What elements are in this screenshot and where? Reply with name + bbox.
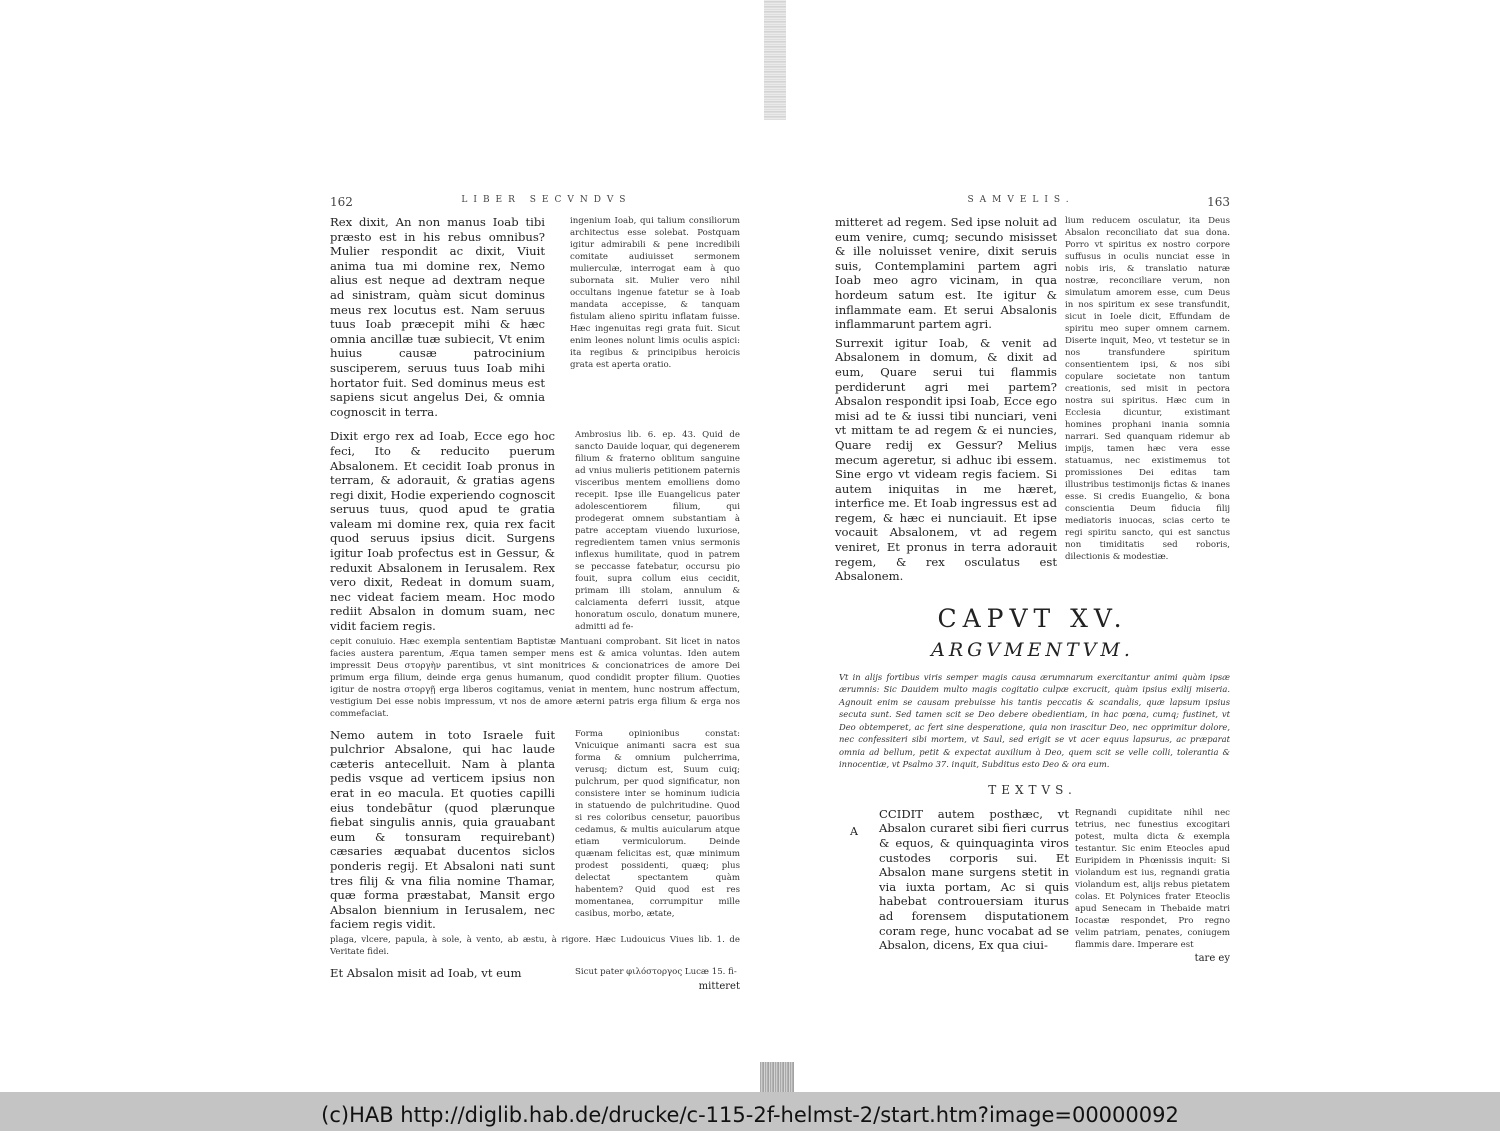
textus-title: TEXTVS.	[988, 782, 1077, 797]
right-block-1-commentary: lium reducem osculatur, ita Deus Absalon reconciliato dat sua dona. Porro vt spiritus ex nostro corpore suffusus in oculis nunciat esse in nobis iris, & translatio naturæ nostræ, reconciliare verum, non simulatum amorem esse, cum Deus in nos spiritum ex sese transfundit, sicut in Ioele dicit, Effundam de spiritu meo super omnem carnem. Diserte inquit, Meo, vt testetur se in nos transfundere spiritum consentientem ipsi, & nos sibi copulare societate non tantum creationis, sed misit in pectora nostra sui spiritus. Hæc cum in Ecclesia dicuntur, existimant homines prophani inania somnia narrari. Sed quanquam ridemur ab impijs, tamen hæc vera esse statuamus, nec existimemus tot promissiones Dei editas tam illustribus testimonijs fictas & inanes esse. Si credis Euangelio, & bona conscientia Deum fiducia filij mediatoris inuocas, scias certo te regi spiritu sancto, qui est sanctus non timiditatis sed roboris, dilectionis & modestiæ.	[1065, 216, 1230, 562]
left-block-2	[330, 429, 740, 633]
left-running-head	[330, 195, 740, 209]
left-block-2-commentary-continued: cepit conuiuio. Hæc exempla sententiam Baptistæ Mantuani comprobant. Sit licet in natos facies austera parentum, Æqua tamen semper mens est & amica voluntas. Iden autem impressit Deus στοργὴν parentibus, vt sint monitrices & concionatrices de amore Dei primum erga filium, deinde erga genus humanum, quod condidit propter filium. Quoties igitur de nostra στοργῇ erga liberos cogitamus, veniat in mentem, hunc nostrum affectum, vestigium Dei esse nobis impressum, vt nos de amore æterni patris erga filium & erga nos commefaciat.	[330, 636, 740, 719]
right-running-head	[835, 195, 1230, 209]
left-block-3	[330, 728, 740, 932]
left-block-1	[330, 215, 740, 419]
left-last-line	[330, 966, 740, 981]
left-last-main-text: Et Absalon misit ad Ioab, vt eum	[330, 965, 522, 980]
book-gutter-top	[764, 0, 786, 120]
left-block-1-commentary: ingenium Ioab, qui talium consiliorum architectus esse solebat. Postquam igitur admirabili & pene incredibili comitate audiuisset sermonem mulierculæ, interrogat eam à quo subornata sit. Mulier vero nihil occultans ingenue fatetur se à Ioab mandata accepisse, & tanquam fistulam alieno spiritu inflatam fuisse. Hæc ingenuitas regi grata fuit. Sicut enim leones nolunt limis oculis aspici: ita regibus & principibus heroicis grata est aperta oratio.	[570, 216, 740, 370]
right-block-1-main-text: mitteret ad regem. Sed ipse noluit ad eum venire, cumq; secundo misisset & ille noluisset venire, dixit seruis suis, Contemplamini partem agri Ioab meo agro vicinam, in qua hordeum satum est. Ite igitur & inflammate eam. Et serui Absalonis inflammarunt partem agri.	[835, 215, 1057, 332]
right-page-number: 163	[1207, 195, 1230, 209]
left-running-title: LIBER SECVNDVS	[461, 195, 632, 205]
book-gutter-bottom	[760, 1062, 794, 1092]
argument-title: ARGVMENTVM.	[931, 638, 1134, 661]
chapter-title: CAPVT XV.	[937, 603, 1128, 633]
left-block-3-commentary-continued: plaga, vlcere, papula, à sole, à vento, ab æstu, à rigore. Hæc Ludouicus Viues lib. 1. de Veritate fidei.	[330, 934, 740, 957]
right-running-title: SAMVELIS.	[967, 195, 1075, 205]
right-page	[835, 195, 1230, 964]
right-text-block	[835, 807, 1230, 953]
left-block-1-main-text: Rex dixit, An non manus Ioab tibi præsto est in his rebus omnibus? Mulier respondit ac dixit, Viuit anima tua mi domine rex, Nemo alius est neque ad dextram neque ad sinistram, quàm sicut dominus meus rex locutus est. Nam seruus tuus Ioab præcepit mihi & hæc omnia ancillæ tuæ subiecit, Vt enim huius causæ patrocinium susciperem, seruus tuus Ioab mihi hortator fuit. Sed dominus meus est sapiens sicut angelus Dei, & omnia cognoscit in terra.	[330, 215, 545, 419]
right-text-main: CCIDIT autem posthæc, vt Absalon curaret sibi fieri currus & equos, & quinquaginta viros custodes corporis sui. Et Absalon mane surgens stetit in via iuxta portam, Ac si quis habebat controuersiam iturus ad forensem disputationem coram rege, hunc vocabat ad se Absalon, dicens, Ex qua ciui-	[879, 806, 1069, 953]
right-main-column	[835, 215, 1057, 584]
argument-text: Vt in alijs fortibus viris semper magis causa ærumnarum exercitantur animi quàm ipsæ ærumnis: Sic Dauidem multo magis cogitatio culpæ excrucit, quàm ipsius exilij miseria. Agnouit enim se causam prebuisse his tantis peccatis & scandalis, quæ lapsum ipsius secuta sunt. Sed tamen scit se Deo debere obedientiam, in hac pœna, cumq; fustinet, vt Deo obtemperet, ac fert sine desperatione, quia non irascitur Deo, nec opprimitur dolore, nec confessiteri sibi mortem, vt Saul, sed erigit se vt acer equus lapsurus, ac præparat omnia ad bellum, petit & expectat auxilium à Deo, quem scit se velle colli, tolerantia & innocentiæ, vt Psalmo 37. inquit, Subditus esto Deo & ora eum.	[839, 671, 1230, 770]
left-block-3-commentary: Forma opinionibus constat: Vnicuique animanti sacra est sua forma & omnium pulcherrima, verusq; dictum est, Suum cuiq; pulchrum, per quod significatur, non consistere inter se hominum iudicia in statuendo de pulchritudine. Quod si res coloribus censetur, pauoribus cedamus, & multis auicularum atque etiam vermiculorum. Deinde quænam felicitas est, quæ minimum prodest possidenti, quæq; plus delectat spectantem quàm habentem? Quid quod est res momentanea, corrumpitur mille casibus, morbo, ætate,	[575, 728, 740, 919]
left-page	[330, 195, 740, 992]
left-last-commentary: Sicut pater φιλόστοργος Lucæ 15. fi-	[575, 966, 737, 977]
right-text-commentary: Regnandi cupiditate nihil nec tetrius, nec funestius excogitari potest, multa dicta & exempla testantur. Sic enim Eteocles apud Euripidem in Phœnissis inquit: Si violandum est ius, regnandi gratia violandum est, alijs rebus pietatem colas. Et Polynices frater Eteoclis apud Senecam in Thebaide matri Iocastæ respondet, Pro regno velim patriam, penates, coniugem flammis dare. Imperare est	[1075, 807, 1230, 950]
left-block-2-main-text: Dixit ergo rex ad Ioab, Ecce ego hoc feci, Ito & reducito puerum Absalonem. Et cecidit Ioab pronus in terram, & adorauit, & gratias agens regi dixit, Hodie experiendo cognoscit seruus tuus, quod apud te gratia valeam mi domine rex, quia rex facit quod seruus ipsius dicit. Surgens igitur Ioab profectus est in Gessur, & reduxit Absalonem in Ierusalem. Rex vero dixit, Redeat in domum suam, nec videat faciem meam. Hoc modo rediit Absalon in domum suam, nec vidit faciem regis.	[330, 429, 555, 634]
left-block-2-commentary: Ambrosius lib. 6. ep. 43. Quid de sancto Dauide loquar, qui degenerem filium & fraterno oblitum sanguine ad vnius mulieris petitionem paternis visceribus mentem emolliens domo recepit. Ipse ille Euangelicus pater adolescentiorem filium, qui prodegerat omnem substantiam à patre acceptam viuendo luxuriose, regredientem tamen vnius sermonis inflexus humilitate, quod in patrem se peccasse fatebatur, occursu pio fouit, supra collum eius cecidit, primam illi stolam, annulum & calciamenta deferri iussit, atque honoratum osculo, donatum munere, admitti ad fe-	[575, 430, 740, 633]
copyright-url-footer: (c)HAB http://diglib.hab.de/drucke/c-115-2f-helmst-2/start.htm?image=00000092	[0, 1092, 1500, 1131]
right-catchword: tare ey	[1194, 952, 1230, 964]
right-block-1	[835, 215, 1230, 584]
left-block-3-main-text: Nemo autem in toto Israele fuit pulchrior Absalone, qui hac laude cæteris antecelluit. Nam à planta pedis vsque ad verticem ipsius non erat in eo macula. Et quoties capilli eius tondebātur (quod plærunque fiebat singulis annis, quia grauabant eum & tonsuram requirebant) cæsaries æquabat ducentos siclos ponderis regij. Et Absaloni nati sunt tres filij & vna filia nomine Thamar, quæ forma præstabat, Mansit ergo Absalon biennium in Ierusalem, nec faciem regis vidit.	[330, 727, 555, 932]
right-block-2-main-text: Surrexit igitur Ioab, & venit ad Absalonem in domum, & dixit ad eum, Quare serui tui flammis perdiderunt agri mei partem? Absalon respondit ipsi Ioab, Ecce ego misi ad te & iussi tibi nunciari, veni vt mittam te ad regem & ei nuncies, Quare redij ex Gessur? Melius mecum ageretur, si adhuc ibi essem. Sine ergo vt videam regis faciem. Si autem iniquitas in me hæret, interfice me. Et Ioab ingressus est ad regem, & hæc ei nunciauit. Et ipse vocauit Absalonem, vt ad regem veniret, Et pronus in terra adorauit regem, & rex osculatus est Absalonem.	[835, 335, 1057, 584]
left-catchword: mitteret	[698, 980, 740, 992]
initial-letter: A	[850, 824, 858, 838]
left-page-number: 162	[330, 195, 353, 209]
